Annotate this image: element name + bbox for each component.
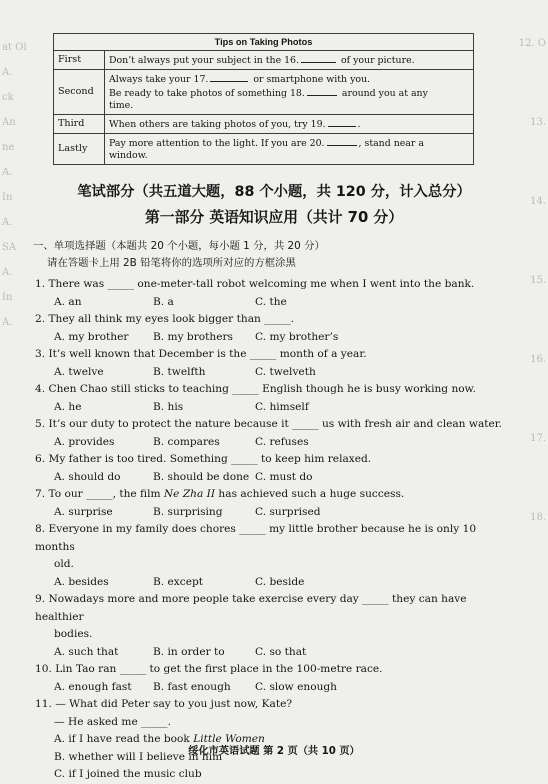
bleed-line: ck: [2, 92, 14, 103]
option-a[interactable]: A. an: [54, 295, 82, 308]
written-section-title: 笔试部分（共五道大题，88 个小题，共 120 分，计入总分）: [77, 184, 471, 200]
option-a[interactable]: A. such that: [54, 645, 119, 658]
question-7: [35, 486, 503, 521]
bleed-line: An: [2, 117, 16, 128]
section-subheading: 请在答题卡上用 2B 铅笔将你的选项所对应的方框涂黑: [47, 257, 296, 269]
question-2: [35, 311, 503, 346]
question-list: [35, 276, 503, 784]
tips-table-header: Tips on Taking Photos: [54, 34, 474, 51]
option-c[interactable]: C. if I joined the music club: [54, 768, 202, 780]
bleed-line: 18.: [530, 512, 546, 523]
tips-row-text: Pay more attention to the light. If you are 20. , stand near a window.: [105, 134, 474, 165]
option-b[interactable]: B. twelfth: [153, 365, 206, 378]
tips-row-label: Lastly: [54, 134, 105, 165]
question-stem: 4. Chen Chao still sticks to teaching _____ English though he is busy working now.: [35, 383, 476, 395]
bleed-line: 14.: [530, 196, 546, 207]
option-c[interactable]: C. himself: [255, 400, 309, 413]
option-b[interactable]: B. surprising: [153, 505, 223, 518]
answer-options: [54, 329, 503, 347]
bleed-line: 17.: [530, 433, 546, 444]
section-instructions: [33, 238, 503, 272]
section-heading: 一、单项选择题（本题共 20 个小题，每小题 1 分，共 20 分）: [33, 240, 325, 252]
answer-options: [54, 504, 503, 522]
tips-row-label: First: [54, 51, 105, 70]
option-a[interactable]: A. twelve: [54, 365, 104, 378]
question-6: [35, 451, 503, 486]
answer-options: [54, 364, 503, 382]
bleed-line: A.: [2, 317, 13, 328]
answer-options: [54, 469, 503, 487]
question-stem: 8. Everyone in my family does chores _____ my little brother because he is only 10 months: [35, 523, 477, 553]
question-10: [35, 661, 503, 696]
answer-options: [54, 294, 503, 312]
bleed-line: 12. O: [518, 38, 546, 49]
option-b[interactable]: B. compares: [153, 435, 220, 448]
answer-options: [54, 434, 503, 452]
option-a[interactable]: A. enough fast: [54, 680, 132, 693]
option-a[interactable]: A. besides: [54, 575, 109, 588]
answer-options: [54, 399, 503, 417]
option-c[interactable]: C. so that: [255, 645, 307, 658]
option-c[interactable]: C. the: [255, 295, 287, 308]
bleed-line: In: [2, 192, 13, 203]
question-9: [35, 591, 503, 661]
bleed-line: 15.: [530, 275, 546, 286]
tips-row-text: Always take your 17. or smartphone with you. Be ready to take photos of something 18. around you at any time.: [105, 70, 474, 115]
bleed-line: A.: [2, 267, 13, 278]
tips-row-lastly: [54, 134, 474, 165]
question-stem: 11. — What did Peter say to you just now, Kate?: [35, 698, 293, 710]
part-one-title: 第一部分 英语知识应用（共计 70 分）: [144, 209, 403, 226]
question-stem: 1. There was _____ one-meter-tall robot welcoming me when I went into the bank.: [35, 278, 475, 290]
question-stem-continued: old.: [54, 558, 74, 570]
option-a[interactable]: A. should do: [54, 470, 121, 483]
option-b[interactable]: B. my brothers: [153, 330, 233, 343]
option-b[interactable]: B. a: [153, 295, 174, 308]
answer-blank[interactable]: [301, 53, 336, 63]
option-c[interactable]: C. must do: [255, 470, 313, 483]
option-a[interactable]: A. my brother: [54, 330, 129, 343]
dialogue-reply: — He asked me _____.: [54, 715, 171, 728]
answer-options: [54, 679, 503, 697]
option-a[interactable]: A. provides: [54, 435, 115, 448]
option-b[interactable]: B. should be done: [153, 470, 250, 483]
option-a[interactable]: A. if I have read the book Little Women: [54, 733, 265, 745]
bleed-line: A.: [2, 167, 13, 178]
question-8: [35, 521, 503, 591]
option-b[interactable]: B. his: [153, 400, 184, 413]
tips-row-text: When others are taking photos of you, try 19. .: [105, 115, 474, 134]
bleed-line: 13.: [530, 117, 546, 128]
answer-options: [54, 574, 503, 592]
tips-row-second: [54, 70, 474, 115]
option-b[interactable]: B. fast enough: [153, 680, 231, 693]
question-stem: 10. Lin Tao ran _____ to get the first place in the 100-metre race.: [35, 663, 383, 675]
question-stem: 3. It’s well known that December is the _____ month of a year.: [35, 348, 367, 360]
answer-blank[interactable]: [307, 86, 337, 96]
bleed-line: at Ol: [2, 42, 27, 53]
answer-options: [54, 644, 503, 662]
answer-blank[interactable]: [328, 117, 356, 127]
option-c[interactable]: C. surprised: [255, 505, 321, 518]
question-stem: 6. My father is too tired. Something _____ to keep him relaxed.: [35, 453, 372, 465]
option-c[interactable]: C. my brother’s: [255, 330, 339, 343]
question-3: [35, 346, 503, 381]
option-c[interactable]: C. twelveth: [255, 365, 316, 378]
question-stem: 2. They all think my eyes look bigger than _____.: [35, 313, 295, 325]
option-a[interactable]: A. surprise: [54, 505, 113, 518]
option-c[interactable]: C. beside: [255, 575, 305, 588]
answer-blank[interactable]: [210, 72, 248, 82]
question-stem-continued: bodies.: [54, 628, 93, 640]
option-c[interactable]: C. slow enough: [255, 680, 337, 693]
tips-row-text: Don’t always put your subject in the 16. of your picture.: [105, 51, 474, 70]
question-stem: 7. To our _____, the film Ne Zha II has achieved such a huge success.: [35, 488, 405, 500]
bleed-line: A.: [2, 67, 13, 78]
question-1: [35, 276, 503, 311]
page-footer: 绥化市英语试题 第 2 页（共 10 页）: [188, 746, 360, 757]
tips-row-first: [54, 51, 474, 70]
option-b[interactable]: B. except: [153, 575, 204, 588]
option-a[interactable]: A. he: [54, 400, 82, 413]
tips-row-label: Third: [54, 115, 105, 134]
option-b[interactable]: B. in order to: [153, 645, 225, 658]
tips-row-third: [54, 115, 474, 134]
question-stem: 9. Nowadays more and more people take exercise every day _____ they can have healthier: [35, 593, 467, 623]
tips-row-label: Second: [54, 70, 105, 115]
tips-table: [53, 33, 474, 165]
bleed-line: SA: [2, 242, 17, 253]
bleed-line: ne: [2, 142, 15, 153]
question-4: [35, 381, 503, 416]
option-b[interactable]: B. whether will I believe in him: [54, 750, 223, 763]
question-stem: 5. It’s our duty to protect the nature because it _____ us with fresh air and clean water.: [35, 418, 503, 430]
question-11: [35, 696, 503, 784]
question-5: [35, 416, 503, 451]
bleed-line: A.: [2, 217, 13, 228]
option-c[interactable]: C. refuses: [255, 435, 309, 448]
bleed-line: In: [2, 292, 13, 303]
bleed-line: 16.: [530, 354, 546, 365]
answer-blank[interactable]: [327, 136, 357, 146]
